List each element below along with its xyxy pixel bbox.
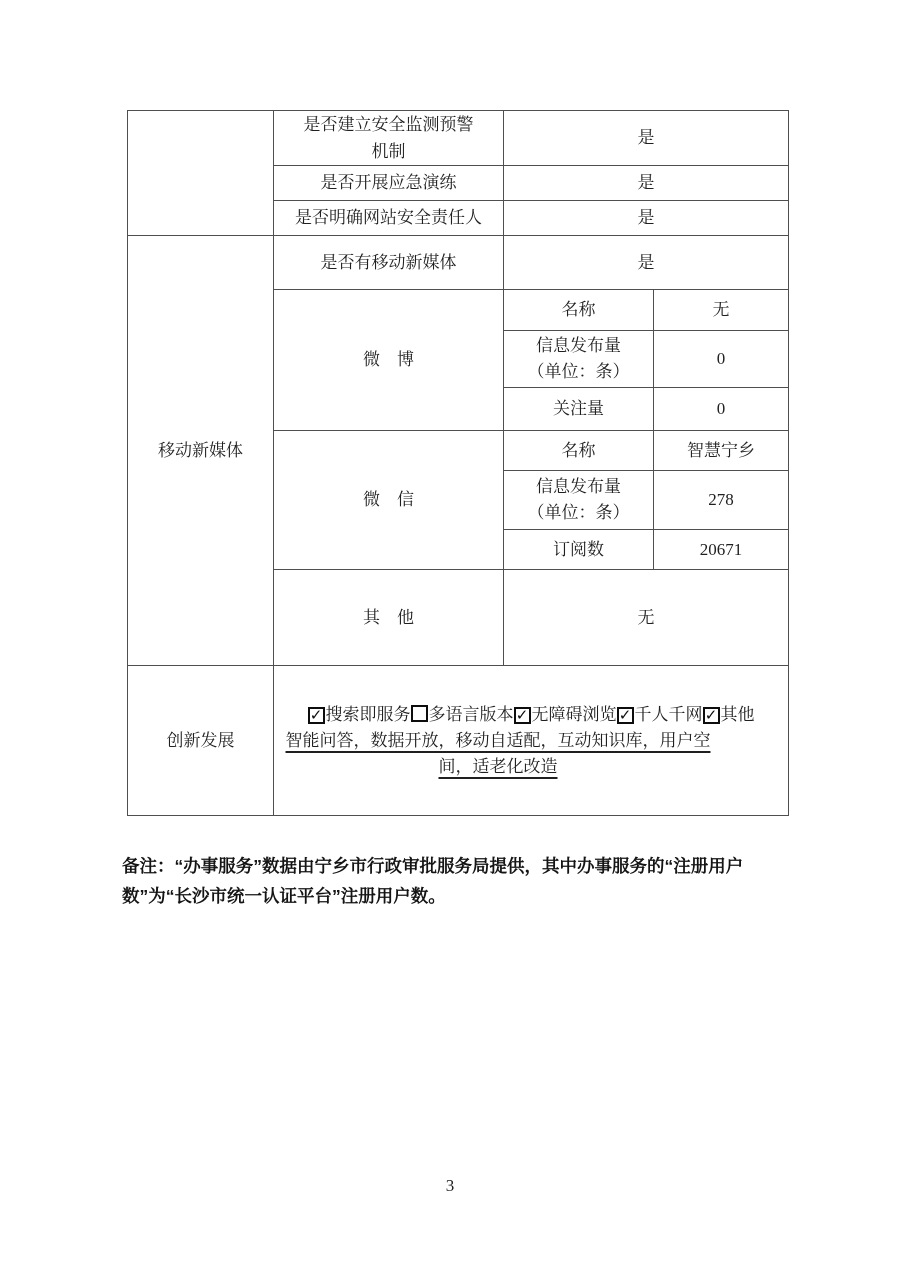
checkbox-unchecked-icon[interactable] xyxy=(411,705,428,722)
innovation-content-cell xyxy=(274,666,789,816)
checkbox-checked-icon[interactable]: ✓ xyxy=(703,707,720,724)
weibo-label-cell: 微 博 xyxy=(274,290,504,431)
has-new-media-question-cell: 是否有移动新媒体 xyxy=(274,236,504,290)
security-answer-cell: 是 xyxy=(504,166,789,201)
wechat-pub-value-cell: 278 xyxy=(654,471,789,530)
table-row xyxy=(128,111,789,166)
checkbox-label: 其他 xyxy=(720,704,755,724)
table-row xyxy=(128,666,789,816)
security-question-cell: 是否开展应急演练 xyxy=(274,166,504,201)
page-number: 3 xyxy=(445,1176,455,1195)
checkbox-checked-icon[interactable]: ✓ xyxy=(308,707,325,724)
other-media-value-cell: 无 xyxy=(504,570,789,666)
weibo-follow-label-cell: 关注量 xyxy=(504,388,654,431)
checkbox-label: 搜索即服务 xyxy=(325,704,411,724)
security-answer-cell: 是 xyxy=(504,201,789,236)
wechat-label-cell: 微 信 xyxy=(274,431,504,570)
security-answer-cell: 是 xyxy=(504,111,789,166)
security-question-cell xyxy=(274,111,504,166)
wechat-subscribe-label-cell: 订阅数 xyxy=(504,530,654,570)
weibo-follow-value-cell: 0 xyxy=(654,388,789,431)
checkbox-label: 千人千网 xyxy=(634,704,703,724)
wechat-name-value-cell: 智慧宁乡 xyxy=(654,431,789,471)
wechat-pub-label-line1: 信息发布量 xyxy=(536,477,621,496)
annual-report-table xyxy=(127,110,789,816)
innovation-other-detail: 智能问答，数据开放，移动自适配，互动知识库，用户空间，适老化改造 xyxy=(285,730,711,776)
weibo-pub-label-line1: 信息发布量 xyxy=(536,336,621,355)
checkbox-checked-icon[interactable]: ✓ xyxy=(514,707,531,724)
checkbox-label: 无障碍浏览 xyxy=(531,704,617,724)
wechat-pub-label-line2: （单位：条） xyxy=(527,503,630,522)
wechat-subscribe-value-cell: 20671 xyxy=(654,530,789,570)
security-question-cell: 是否明确网站安全责任人 xyxy=(274,201,504,236)
has-new-media-answer-cell: 是 xyxy=(504,236,789,290)
innovation-checkbox-line xyxy=(308,705,755,724)
section-cell-empty xyxy=(128,111,274,236)
innovation-section-label-cell: 创新发展 xyxy=(128,666,274,816)
footnote: 备注：“办事服务”数据由宁乡市行政审批服务局提供，其中办事服务的“注册用户数”为“长沙市统一认证平台”注册用户数。 xyxy=(122,856,744,906)
mobile-section-label-cell: 移动新媒体 xyxy=(128,236,274,666)
wechat-name-label-cell: 名称 xyxy=(504,431,654,471)
table-row xyxy=(128,236,789,290)
security-question-text: 是否建立安全监测预警机制 xyxy=(303,115,474,161)
weibo-name-value-cell: 无 xyxy=(654,290,789,331)
weibo-name-label-cell: 名称 xyxy=(504,290,654,331)
weibo-pub-value-cell: 0 xyxy=(654,331,789,388)
other-media-label-cell: 其 他 xyxy=(274,570,504,666)
checkbox-label: 多语言版本 xyxy=(428,704,514,724)
checkbox-checked-icon[interactable]: ✓ xyxy=(617,707,634,724)
weibo-pub-label-cell xyxy=(504,331,654,388)
weibo-pub-label-line2: （单位：条） xyxy=(527,362,630,381)
wechat-pub-label-cell xyxy=(504,471,654,530)
